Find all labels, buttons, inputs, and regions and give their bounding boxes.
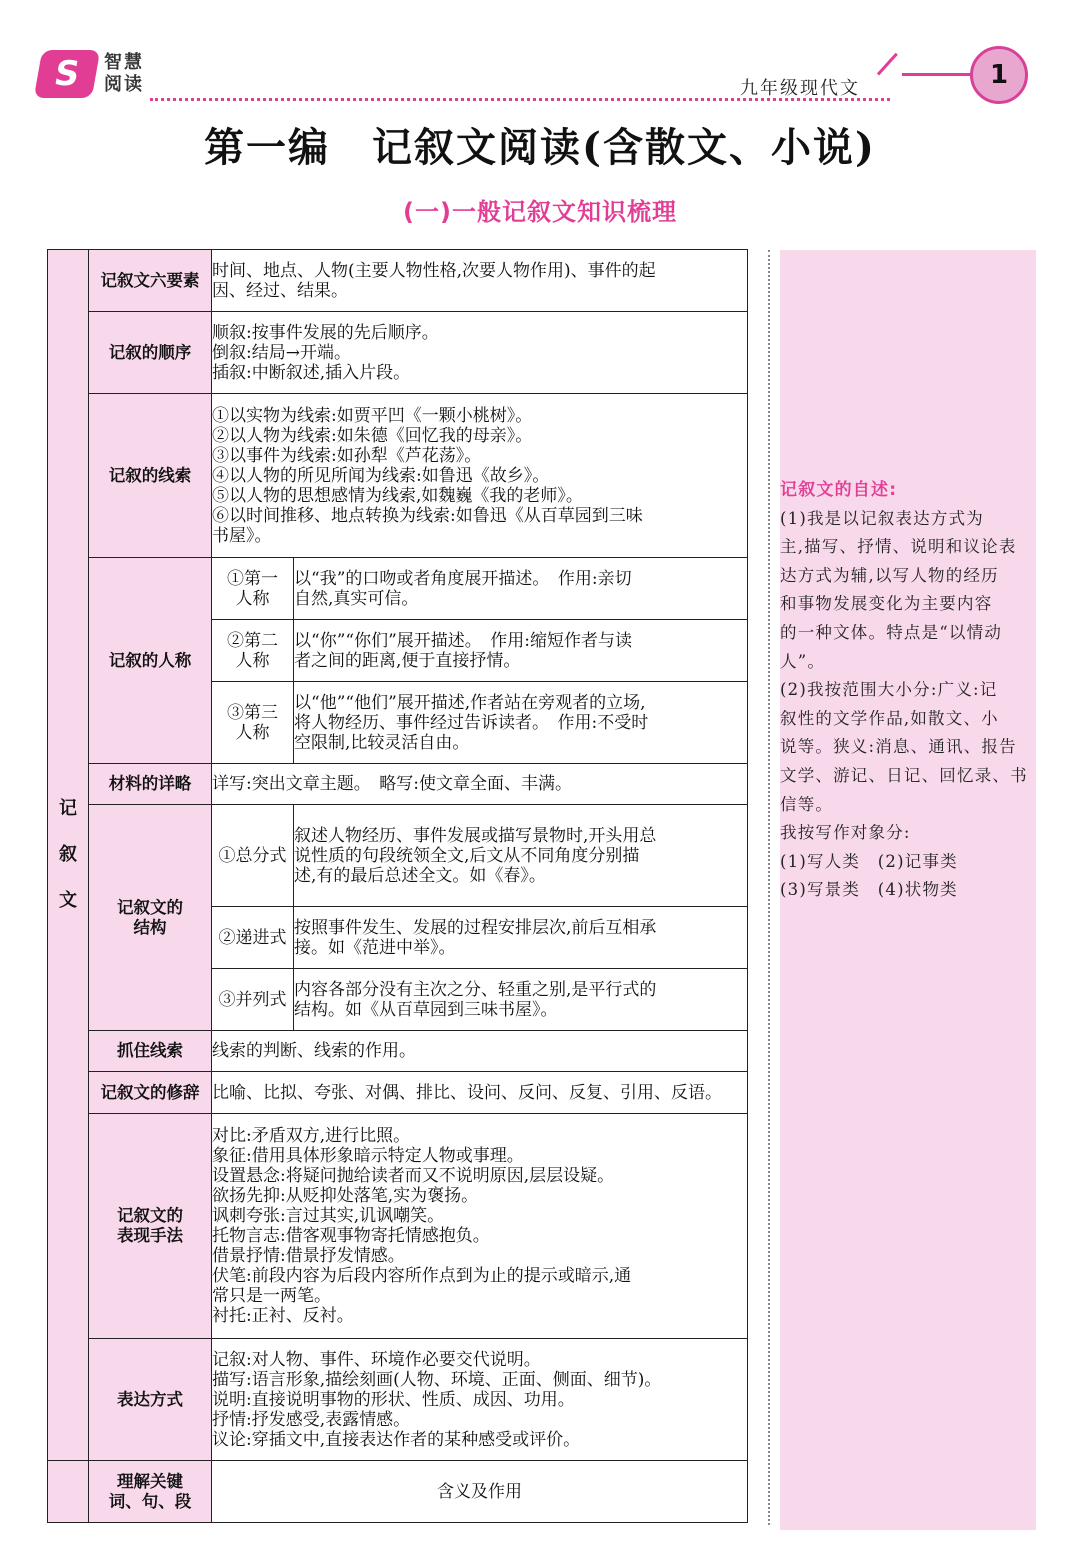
category-line: 记叙文的 xyxy=(117,897,183,917)
content-line: ④以人物的所见所闻为线索:如鲁迅《故乡》。 xyxy=(212,465,550,486)
side-note-line: 和事物发展变化为主要内容 xyxy=(780,594,993,614)
content-cell xyxy=(212,1114,748,1339)
content-cell xyxy=(294,682,748,764)
side-note-line: (1)我是以记叙表达方式为 xyxy=(780,508,984,528)
side-note-line: 我按写作对象分: xyxy=(780,823,911,843)
vertical-label xyxy=(48,250,89,1461)
category-cell: 表达方式 xyxy=(89,1339,212,1461)
category-cell: 记叙的顺序 xyxy=(89,312,212,394)
content-line: 说明:直接说明事物的形状、性质、成因、功用。 xyxy=(212,1389,575,1410)
table-row-clues xyxy=(48,394,748,558)
side-note-line: 文学、游记、日记、回忆录、书 xyxy=(780,765,1028,785)
sub-label-line: 人称 xyxy=(235,650,270,671)
content-line: 议论:穿插文中,直接表达作者的某种感受或评价。 xyxy=(212,1429,581,1450)
side-note-line: 达方式为辅,以写人物的经历 xyxy=(780,565,999,585)
header-divider-right xyxy=(902,73,972,76)
content-line: 结构。如《从百草园到三味书屋》。 xyxy=(294,999,558,1020)
table-row-key-words xyxy=(48,1461,748,1523)
grade-label: 九年级现代文 xyxy=(740,78,860,99)
table-row-structure-total xyxy=(48,805,748,907)
content-line: 欲扬先抑:从贬抑处落笔,实为褒扬。 xyxy=(212,1186,479,1206)
sub-label-cell: ①总分式 xyxy=(212,805,294,907)
category-cell: 记叙文六要素 xyxy=(89,250,212,312)
category-line: 词、句、段 xyxy=(108,1491,192,1511)
category-cell xyxy=(89,805,212,1031)
table-row-expression xyxy=(48,1339,748,1461)
content-line: ②以人物为线索:如朱德《回忆我的母亲》。 xyxy=(212,425,533,446)
content-line: 因、经过、结果。 xyxy=(212,280,348,301)
sub-label-line: ②第二 xyxy=(227,630,278,651)
vertical-label-char: 叙 xyxy=(59,844,77,865)
side-note-line: 说等。狭义:消息、通讯、报告 xyxy=(780,737,1017,757)
content-line: ⑤以人物的思想感情为线索,如魏巍《我的老师》。 xyxy=(212,485,583,506)
side-note-line: 主,描写、抒情、说明和议论表 xyxy=(780,537,1017,557)
sub-label-cell xyxy=(212,620,294,682)
content-cell xyxy=(212,250,748,312)
content-cell xyxy=(294,558,748,620)
vertical-label-char: 文 xyxy=(59,890,77,911)
content-cell xyxy=(294,805,748,907)
content-cell: 含义及作用 xyxy=(212,1461,748,1523)
content-line: 插叙:中断叙述,插入片段。 xyxy=(212,362,411,383)
content-line: 借景抒情:借景抒发情感。 xyxy=(212,1246,405,1266)
content-line: 对比:矛盾双方,进行比照。 xyxy=(212,1126,411,1146)
content-line: 者之间的距离,便于直接抒情。 xyxy=(294,650,521,671)
sub-label-line: ③第三 xyxy=(227,702,278,723)
content-line: 顺叙:按事件发展的先后顺序。 xyxy=(212,322,439,343)
sub-label-cell: ③并列式 xyxy=(212,969,294,1031)
category-line: 结构 xyxy=(133,917,167,937)
header-divider-diagonal xyxy=(877,53,898,76)
content-line: 自然,真实可信。 xyxy=(294,588,419,609)
logo-text: 智慧阅读 xyxy=(104,52,144,95)
side-note-line: (3)写景类 (4)状物类 xyxy=(780,880,958,900)
category-cell xyxy=(89,1114,212,1339)
content-line: 设置悬念:将疑问抛给读者而又不说明原因,层层设疑。 xyxy=(212,1166,615,1186)
content-line: 按照事件发生、发展的过程安排层次,前后互相承 xyxy=(294,917,657,938)
table-row-detail xyxy=(48,764,748,805)
table-row-rhetoric xyxy=(48,1072,748,1114)
category-line: 表现手法 xyxy=(117,1226,183,1245)
content-line: 记叙:对人物、事件、环境作必要交代说明。 xyxy=(212,1349,541,1370)
content-cell xyxy=(294,620,748,682)
content-cell xyxy=(212,1339,748,1461)
category-cell: 记叙的人称 xyxy=(89,558,212,764)
table-row-techniques xyxy=(48,1114,748,1339)
content-line: 描写:语言形象,描绘刻画(人物、环境、正面、侧面、细节)。 xyxy=(212,1369,662,1390)
sub-label-line: 人称 xyxy=(235,722,270,743)
category-line: 记叙文的 xyxy=(117,1206,183,1225)
content-cell: 比喻、比拟、夸张、对偶、排比、设问、反问、反复、引用、反语。 xyxy=(212,1072,748,1114)
side-note-line: 的一种文体。特点是“以情动 xyxy=(780,622,1003,642)
content-line: 衬托:正衬、反衬。 xyxy=(212,1306,354,1326)
content-cell: 详写:突出文章主题。 略写:使文章全面、丰满。 xyxy=(212,764,748,805)
category-cell: 抓住线索 xyxy=(89,1031,212,1072)
vertical-label-char: 记 xyxy=(59,798,77,819)
table-row-elements xyxy=(48,250,748,312)
vertical-label-filler xyxy=(48,1461,89,1523)
content-line: 内容各部分没有主次之分、轻重之别,是平行式的 xyxy=(294,979,657,1000)
page-title: 第一编 记叙文阅读(含散文、小说) xyxy=(204,124,876,171)
category-line: 理解关键 xyxy=(117,1471,183,1491)
content-line: 接。如《范进中举》。 xyxy=(294,937,456,958)
content-line: ③以事件为线索:如孙犁《芦花荡》。 xyxy=(212,445,482,466)
content-cell xyxy=(294,969,748,1031)
content-line: 抒情:抒发感受,表露情感。 xyxy=(212,1409,411,1430)
content-cell xyxy=(212,394,748,558)
content-line: 述,有的最后总述全文。如《春》。 xyxy=(294,865,546,886)
content-line: 以“他”“他们”展开描述,作者站在旁观者的立场, xyxy=(294,692,646,713)
content-cell xyxy=(294,907,748,969)
logo-icon: S xyxy=(34,50,100,98)
side-note-title: 记叙文的自述: xyxy=(780,480,898,500)
sub-label-cell: ②递进式 xyxy=(212,907,294,969)
category-cell: 记叙的线索 xyxy=(89,394,212,558)
content-line: 叙述人物经历、事件发展或描写景物时,开头用总 xyxy=(294,825,657,846)
content-line: 空限制,比较灵活自由。 xyxy=(294,732,470,753)
content-line: 说性质的句段统领全文,后文从不同角度分别描 xyxy=(294,845,640,866)
content-line: 将人物经历、事件经过告诉读者。 作用:不受时 xyxy=(294,712,649,733)
section-title: (一)一般记叙文知识梳理 xyxy=(403,198,677,226)
content-line: 时间、地点、人物(主要人物性格,次要人物作用)、事件的起 xyxy=(212,260,656,281)
content-cell xyxy=(212,312,748,394)
table-row-order xyxy=(48,312,748,394)
content-line: 伏笔:前段内容为后段内容所作点到为止的提示或暗示,通 xyxy=(212,1266,632,1286)
content-line: 常只是一两笔。 xyxy=(212,1286,331,1306)
table-row-person-first xyxy=(48,558,748,620)
sub-label-line: ①第一 xyxy=(227,568,278,589)
side-note-line: (2)我按范围大小分:广义:记 xyxy=(780,680,998,700)
content-line: 以“我”的口吻或者角度展开描述。 作用:亲切 xyxy=(294,568,632,589)
table-row-grasp xyxy=(48,1031,748,1072)
content-line: 托物言志:借客观事物寄托情感抱负。 xyxy=(212,1226,490,1246)
content-line: 书屋》。 xyxy=(212,525,272,546)
category-cell: 记叙文的修辞 xyxy=(89,1072,212,1114)
sub-label-cell xyxy=(212,682,294,764)
page-number: 1 xyxy=(970,46,1028,104)
side-note-line: 人”。 xyxy=(780,651,826,671)
side-note-line: (1)写人类 (2)记事类 xyxy=(780,851,958,871)
sub-label-cell xyxy=(212,558,294,620)
column-separator xyxy=(768,250,770,1525)
side-note xyxy=(780,476,1038,905)
content-line: 以“你”“你们”展开描述。 作用:缩短作者与读 xyxy=(294,630,632,651)
content-line: 倒叙:结局→开端。 xyxy=(212,342,351,363)
content-cell: 线索的判断、线索的作用。 xyxy=(212,1031,748,1072)
content-line: ⑥以时间推移、地点转换为线索:如鲁迅《从百草园到三味 xyxy=(212,505,643,526)
content-line: 讽刺夸张:言过其实,讥讽嘲笑。 xyxy=(212,1206,445,1226)
knowledge-table xyxy=(47,249,748,1523)
side-note-line: 叙性的文学作品,如散文、小 xyxy=(780,708,999,728)
content-line: ①以实物为线索:如贾平凹《一颗小桃树》。 xyxy=(212,405,533,426)
category-cell: 材料的详略 xyxy=(89,764,212,805)
sub-label-line: 人称 xyxy=(235,588,270,609)
content-line: 象征:借用具体形象暗示特定人物或事理。 xyxy=(212,1146,524,1166)
side-note-line: 信等。 xyxy=(780,794,834,814)
category-cell xyxy=(89,1461,212,1523)
